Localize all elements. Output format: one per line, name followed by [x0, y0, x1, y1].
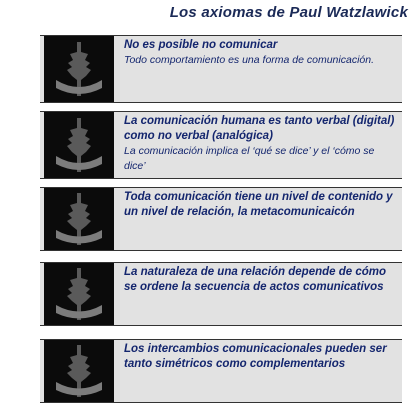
page-title: Los axiomas de Paul Watzlawick: [169, 4, 408, 21]
two-faces-icon: [44, 340, 114, 402]
axiom-heading: Los intercambios comunicacionales pueden ser tanto simétricos como complementarios: [124, 343, 387, 370]
two-faces-icon: [44, 112, 114, 178]
axiom-card: [40, 339, 402, 403]
axiom-heading: No es posible no comunicar: [124, 39, 278, 51]
axiom-card: [40, 111, 402, 179]
two-faces-icon: [44, 188, 114, 250]
axiom-detail: La comunicación implica el ‘qué se dice’ y el ‘cómo se dice’: [124, 145, 375, 172]
axiom-card: [40, 262, 402, 326]
axiom-heading: La comunicación humana es tanto verbal (digital) como no verbal (analógica): [124, 115, 395, 142]
two-faces-icon: [44, 263, 114, 325]
axiom-card: [40, 187, 402, 251]
axiom-heading: Toda comunicación tiene un nivel de contenido y un nivel de relación, la metacomunicaicón: [124, 191, 393, 218]
axiom-card: [40, 35, 402, 103]
axiom-detail: Todo comportamiento es una forma de comunicación.: [124, 54, 375, 66]
two-faces-icon: [44, 36, 114, 102]
axiom-heading: La naturaleza de una relación depende de cómo se ordene la secuencia de actos comunicativos: [124, 266, 387, 293]
